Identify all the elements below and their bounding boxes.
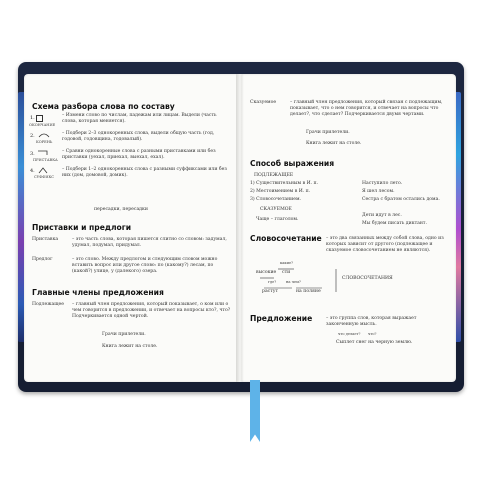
term-predicate: Сказуемое (250, 100, 277, 105)
diagram-question: где? (268, 280, 277, 284)
predicate-example-1: Грачи прилетели. (306, 130, 350, 135)
item-num: 4. (30, 168, 35, 174)
sentence-question: что делает? (338, 332, 361, 336)
diagram-question: на чем? (286, 280, 301, 284)
sentence-question: что? (368, 332, 377, 336)
item-num: 1. (30, 115, 35, 121)
expr-item-right: Сестра с братом остались дома. (362, 197, 440, 202)
section-title-phrase: Словосочетание (250, 234, 322, 243)
subject-example-1: Грачи прилетели. (102, 332, 146, 337)
item-text: – Измени слово по числам, падежам или лицам. Выдели (часть слова, которая меняется). (62, 113, 217, 125)
item-text: – Подбери 2–3 однокоренных слова, выдели общую часть (год, годовой, годовщина, годовалый). (62, 131, 215, 143)
diagram-word: сти (282, 270, 291, 275)
preposition-def: – это слово. Между предлогом и следующим словом можно вставить вопрос или другое слово: по (какому?) лесам, по (какой?) улице, у (далекого) озера. (72, 257, 218, 275)
term-prefix: Приставка (32, 237, 59, 242)
right-page (242, 74, 456, 382)
term-subject: Подлежащее (32, 302, 64, 307)
item-text: – Подбери 1–2 однокоренных слова с разными суффиксами или без них (дом, домовой, домик). (62, 167, 227, 179)
diagram-word: на поляне (296, 289, 321, 294)
item-text: – Сравни однокоренные слова с разными приставками или без приставки (уехал, приехал, выехал, ехал). (62, 149, 216, 161)
ending-box-icon (36, 115, 43, 122)
prefix-def: – это часть слова, которая пишется слитно со словом: задумал, удумал, подумал, придумал. (72, 237, 227, 249)
diagram-question: какие? (280, 261, 294, 265)
pred-item-right: Дети идут в лес. (362, 213, 402, 218)
term-preposition: Предлог (32, 257, 53, 262)
sentence-def: – это группа слов, которая выражает законченную мысль. (326, 316, 417, 328)
expr-item-left: 3) Словосочетанием. (250, 197, 301, 202)
subject-def: – главный член предложения, который показывает, о ком или о чем говорится в предложении, и отвечает на вопросы кто?, что? Подчеркивается одной чертой. (72, 302, 231, 320)
subject-example-2: Книга лежит на столе. (102, 344, 158, 349)
expr-item-right: Наступило лето. (362, 181, 403, 186)
prefix-icon (37, 150, 49, 156)
pred-item-left: Чаще – глаголом. (256, 217, 299, 222)
diagram-box-label: СЛОВОСОЧЕТАНИЯ (342, 276, 393, 281)
expr-item-left: 2) Местоимением в И. п. (250, 189, 311, 194)
predicate-def: – главный член предложения, который связан с подлежащим, показывает, что о нем говорится, и отвечает на вопросы что делает?, что сделает? Подчеркивается двумя чертами. (290, 100, 443, 118)
suffix-icon (38, 167, 48, 174)
section-title-prefixes: Приставки и предлоги (32, 223, 132, 232)
bookmark-ribbon[interactable] (250, 380, 260, 442)
diagram-word: высокие (256, 270, 277, 275)
parsing-example: пересадки, пересадки (94, 207, 148, 212)
left-page (24, 74, 238, 382)
item-label: СУФФИКС (34, 175, 54, 179)
subject-label: ПОДЛЕЖАЩЕЕ (254, 173, 294, 178)
predicate-example-2: Книга лежит на столе. (306, 141, 362, 146)
phrase-def: – это два связанных между собой слова, одно из которых зависит от другого (подлежащее и сказуемое словосочетанием не являются). (326, 236, 444, 254)
predicate-label: СКАЗУЕМОЕ (260, 207, 292, 212)
item-label: КОРЕНЬ (36, 140, 53, 144)
phrase-diagram-arrows (252, 260, 342, 300)
item-label: ОКОНЧАНИЕ (29, 123, 56, 127)
pred-item-right: Мы будем писать диктант. (362, 221, 427, 226)
root-arc-icon (38, 132, 50, 138)
item-label: ПРИСТАВКА (33, 158, 58, 162)
section-title-expression: Способ выражения (250, 159, 335, 168)
expr-item-right: Я шел лесом. (362, 189, 395, 194)
diagram-word: растут (262, 289, 279, 294)
sentence-example: Сыплет снег на черную землю. (336, 340, 413, 345)
item-num: 2. (30, 133, 35, 139)
expr-item-left: 1) Существительным в И. п. (250, 181, 319, 186)
item-num: 3. (30, 151, 35, 157)
section-title-main-members: Главные члены предложения (32, 288, 164, 297)
section-title-parsing: Схема разбора слова по составу (32, 102, 175, 111)
section-title-sentence: Предложение (250, 314, 313, 323)
